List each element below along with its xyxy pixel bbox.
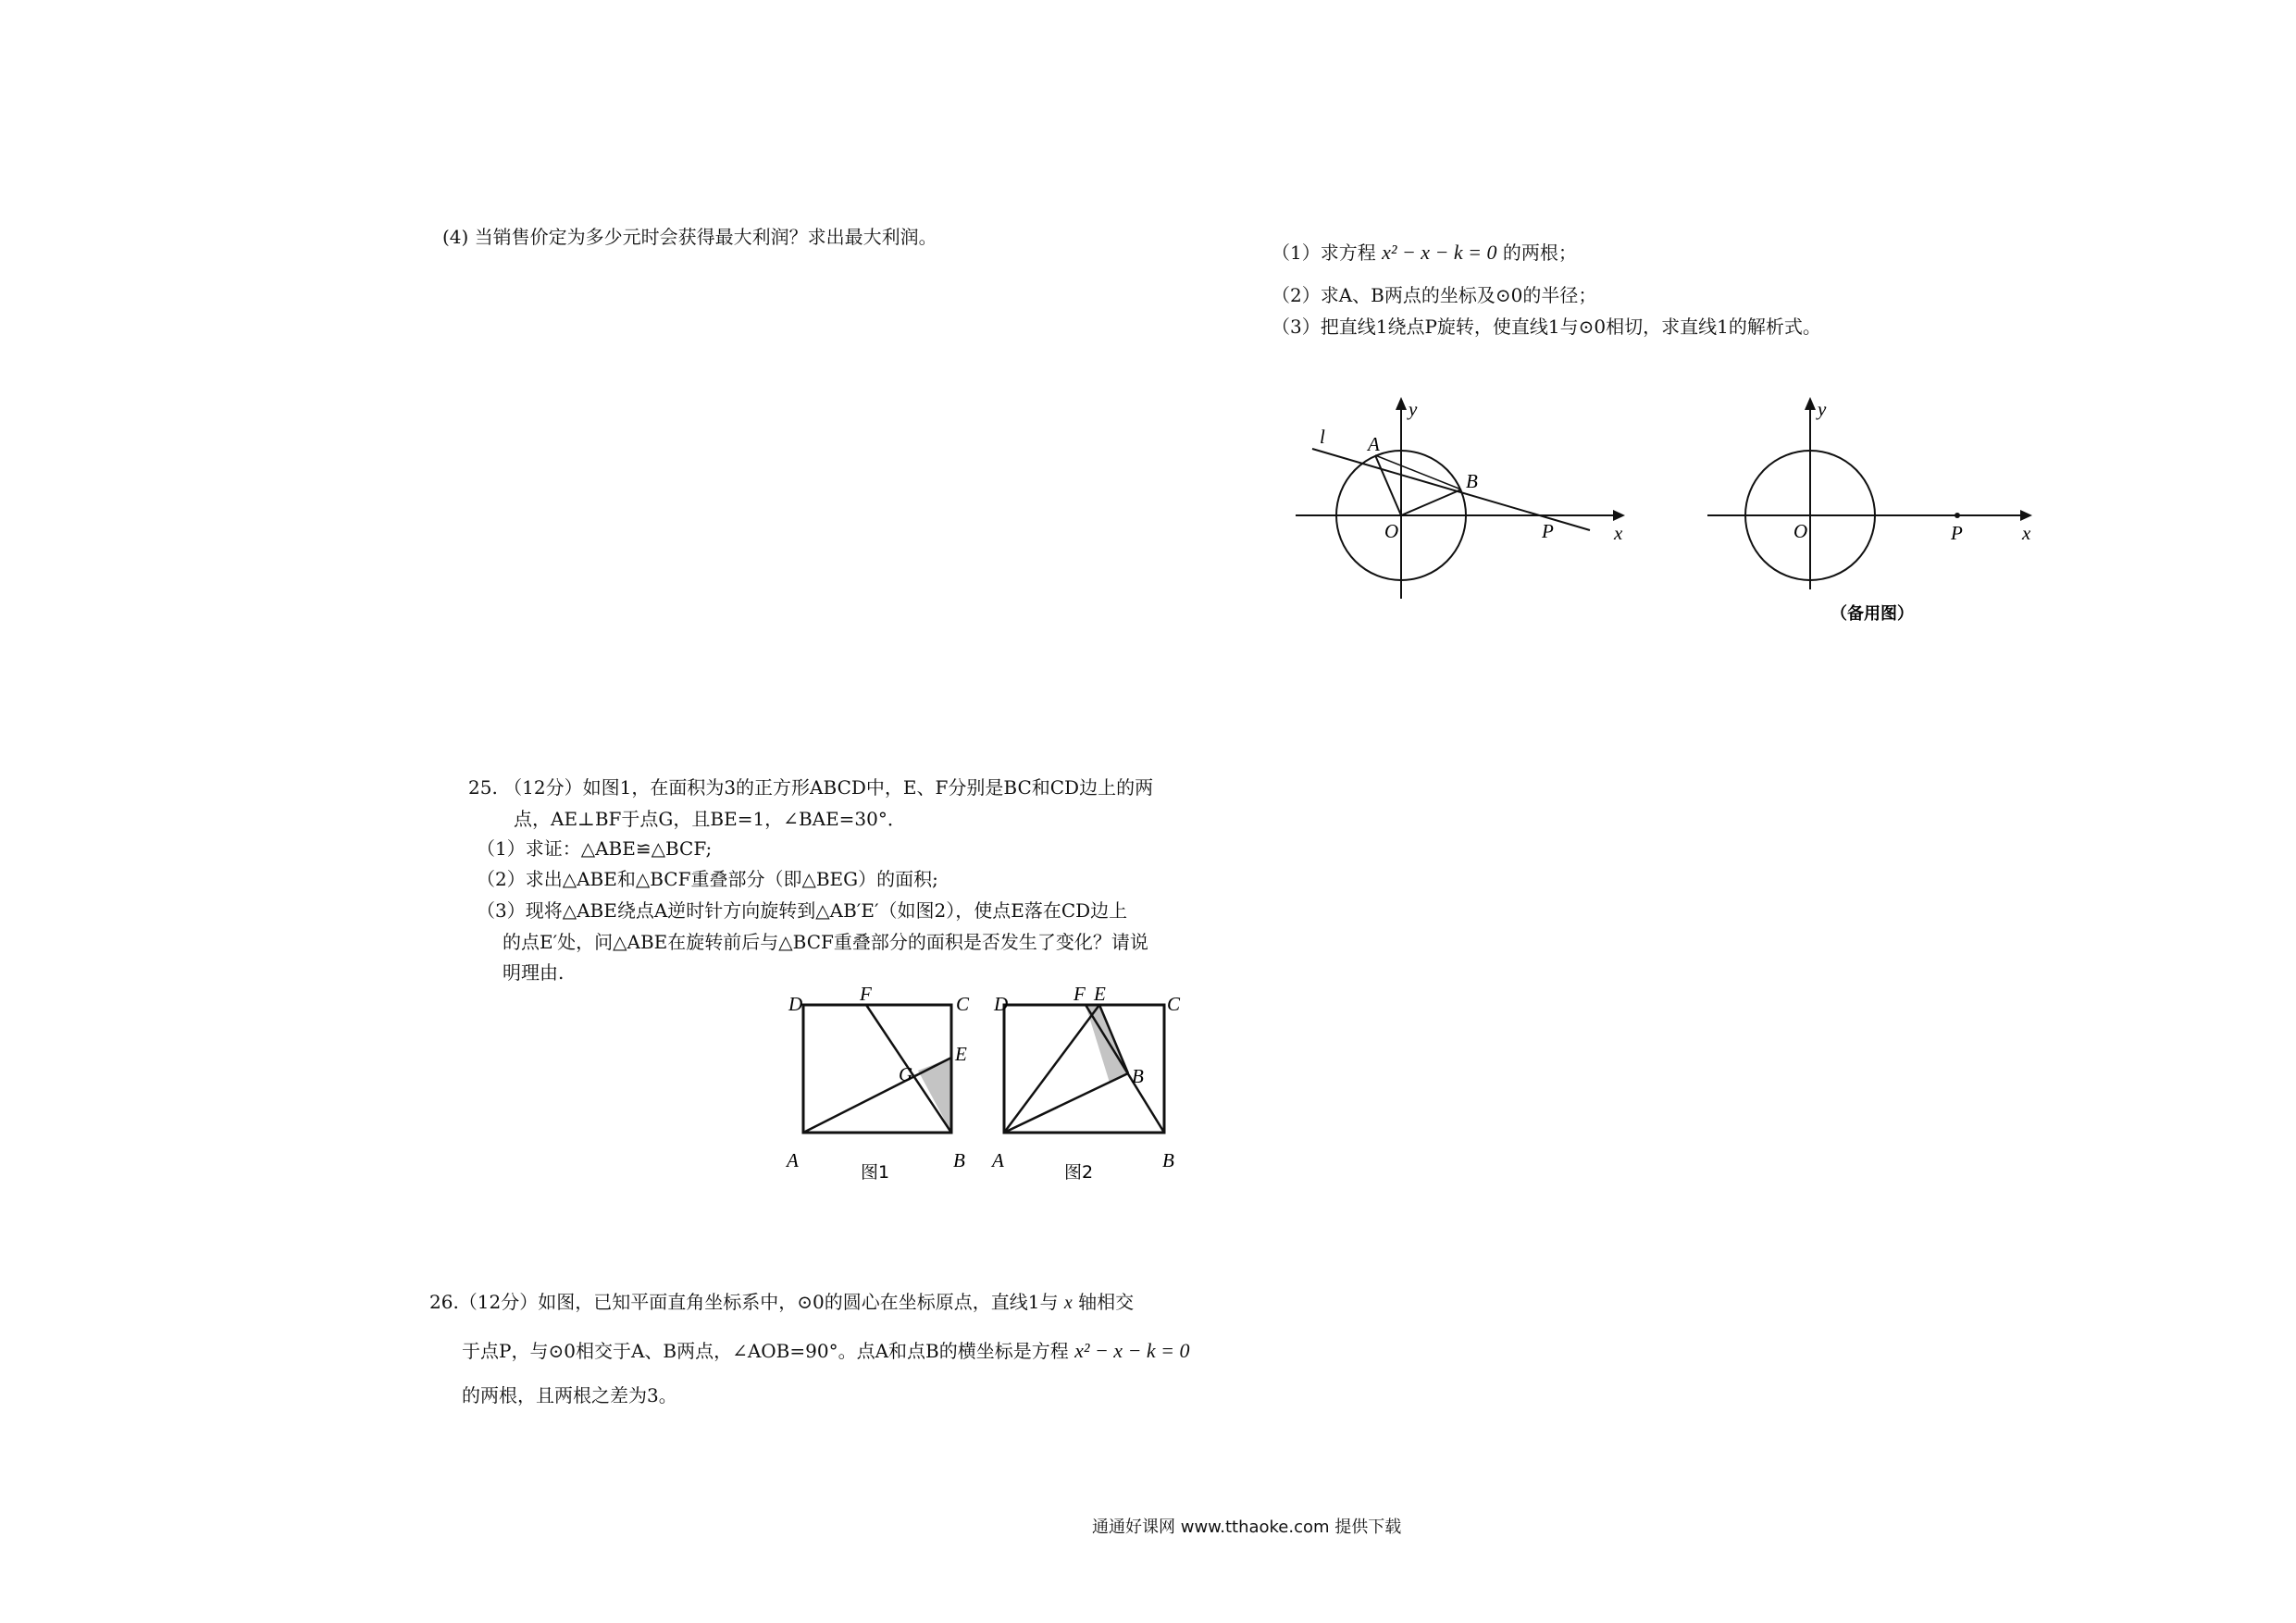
- q26-line1-text: 26.（12分）如图，已知平面直角坐标系中，⊙0的圆心在坐标原点，直线1与: [429, 1291, 1059, 1313]
- q25-line1: 25. （12分）如图1，在面积为3的正方形ABCD中，E、F分别是BC和CD边上的两: [468, 776, 1154, 799]
- figure-2-caption: 图2: [1064, 1162, 1094, 1183]
- label-c-fig2: C: [1167, 993, 1181, 1015]
- segment-ae-prime: [1004, 1005, 1099, 1133]
- y-axis-arrow-2: [1805, 397, 1816, 410]
- segment-ae: [803, 1058, 951, 1133]
- right-part1-equation: x² − x − k = 0: [1382, 241, 1497, 264]
- x-axis-arrow-2: [2020, 510, 2032, 521]
- q26-var-x: x: [1063, 1293, 1073, 1313]
- label-f-fig2: F: [1074, 983, 1086, 1005]
- q25-part1: （1）求证：△ABE≌△BCF;: [477, 837, 713, 860]
- footer: 通通好课网 www.tthaoke.com 提供下载: [1092, 1518, 1402, 1537]
- figure-1: [782, 983, 1004, 1192]
- q26-line2: [462, 1338, 1190, 1364]
- segment-ob: [1401, 489, 1461, 515]
- label-x: x: [1614, 522, 1623, 544]
- label-p-2: P: [1951, 522, 1963, 544]
- right-part1-text: （1）求方程: [1272, 242, 1376, 264]
- graph-2: [1707, 393, 2050, 625]
- q26-line2-text: 于点P，与⊙0相交于A、B两点，∠AOB=90°。点A和点B的横坐标是方程: [462, 1340, 1069, 1362]
- segment-bf-fig2: [1086, 1005, 1164, 1133]
- label-b: B: [953, 1149, 965, 1171]
- y-axis-arrow: [1396, 397, 1407, 410]
- q26-line1: [429, 1289, 1134, 1316]
- label-b-prime: B: [1132, 1065, 1144, 1087]
- q26-line1-end: 轴相交: [1078, 1291, 1135, 1313]
- q26-equation: x² − x − k = 0: [1074, 1339, 1190, 1362]
- label-b-fig2: B: [1162, 1149, 1174, 1171]
- q24-part4: (4) 当销售价定为多少元时会获得最大利润？求出最大利润。: [442, 226, 937, 248]
- right-part1-end: 的两根；: [1502, 242, 1577, 264]
- label-e: E: [955, 1043, 967, 1065]
- q25-part3-line2: 的点E′处，问△ABE在旋转前后与△BCF重叠部分的面积是否发生了变化？请说: [503, 931, 1148, 953]
- segment-ab-prime: [1004, 1073, 1128, 1133]
- q25-part3-line3: 明理由.: [503, 961, 565, 984]
- label-c: C: [956, 993, 970, 1015]
- label-d: D: [788, 993, 803, 1015]
- label-y: y: [1409, 398, 1418, 420]
- label-a: A: [787, 1149, 799, 1171]
- label-y-2: y: [1818, 398, 1827, 420]
- figure-2: [988, 983, 1181, 1192]
- point-p-marker: [1955, 513, 1960, 518]
- q25-part3-line1: （3）现将△ABE绕点A逆时针方向旋转到△AB′E′（如图2），使点E落在CD边上: [477, 899, 1128, 922]
- label-b: B: [1466, 470, 1478, 492]
- label-o: O: [1384, 520, 1399, 542]
- graph-1: [1296, 393, 1629, 606]
- right-part1: [1272, 240, 1577, 266]
- q26-line3: 的两根，且两根之差为3。: [462, 1384, 677, 1406]
- label-f: F: [860, 983, 872, 1005]
- label-x-2: x: [2022, 522, 2031, 544]
- label-o-2: O: [1793, 520, 1808, 542]
- label-g: G: [899, 1063, 913, 1085]
- q25-part2: （2）求出△ABE和△BCF重叠部分（即△BEG）的面积;: [477, 868, 938, 890]
- graph-2-caption: （备用图）: [1831, 604, 1914, 624]
- label-e-prime: E: [1094, 983, 1106, 1005]
- figure-1-caption: 图1: [861, 1162, 890, 1183]
- label-a-fig2: A: [992, 1149, 1004, 1171]
- q25-line2: 点，AE⊥BF于点G，且BE=1，∠BAE=30°．: [514, 808, 906, 830]
- overlap-triangle-beg: [918, 1058, 951, 1133]
- x-axis-arrow: [1613, 510, 1625, 521]
- line-l: [1312, 449, 1590, 530]
- right-part2: （2）求A、B两点的坐标及⊙0的半径；: [1272, 284, 1597, 306]
- label-a: A: [1368, 433, 1380, 455]
- label-l: l: [1320, 426, 1325, 448]
- label-p: P: [1542, 520, 1554, 542]
- right-part3: （3）把直线1绕点P旋转，使直线1与⊙0相切，求直线1的解析式。: [1272, 316, 1821, 338]
- label-d-fig2: D: [994, 993, 1009, 1015]
